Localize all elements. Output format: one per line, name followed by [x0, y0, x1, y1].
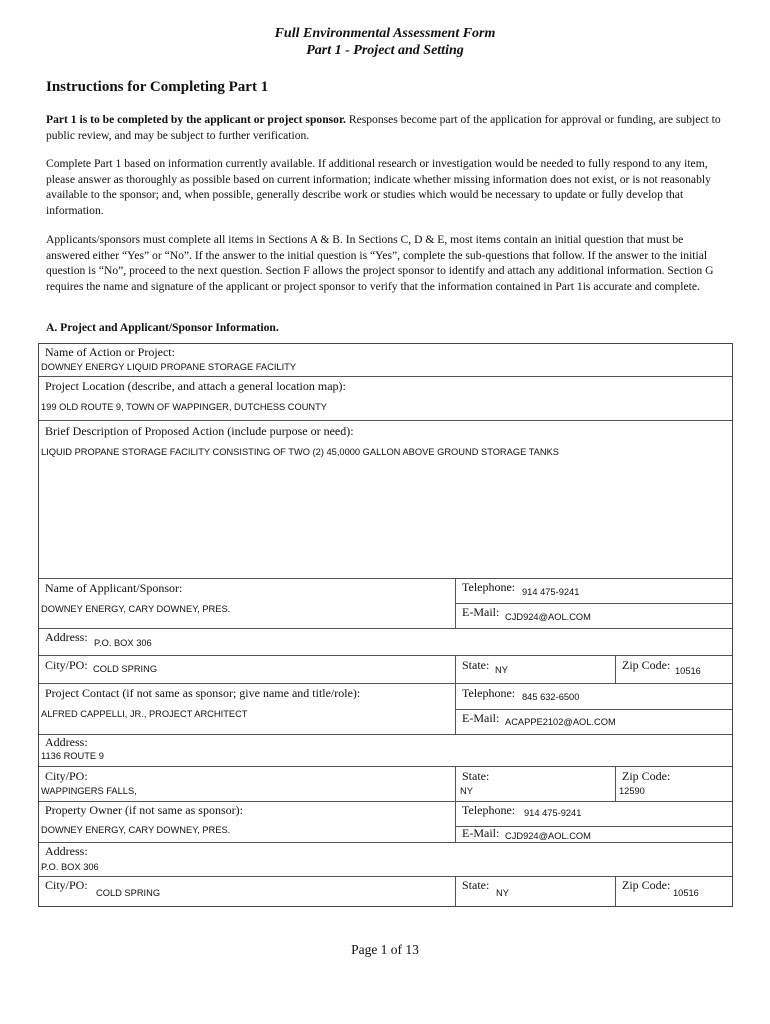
project-location-field[interactable]: 199 OLD ROUTE 9, TOWN OF WAPPINGER, DUTCHESS COUNTY [41, 402, 328, 412]
owner-telephone-label: Telephone: [462, 803, 516, 817]
owner-zip-field[interactable]: 10516 [673, 888, 699, 898]
instructions-paragraph-1 [46, 112, 722, 143]
instructions-p1-rest: Responses become part of the application for approval or funding, are subject to public review, and may be subject to further verification. [46, 113, 721, 142]
section-a-form [38, 343, 733, 907]
owner-state-field[interactable]: NY [496, 888, 509, 898]
contact-email-field[interactable]: ACAPPE2102@AOL.COM [505, 717, 616, 727]
owner-zip-label: Zip Code: [622, 878, 671, 892]
applicant-address-label: Address: [45, 630, 88, 644]
applicant-zip-label: Zip Code: [622, 658, 671, 672]
contact-name-field[interactable]: ALFRED CAPPELLI, JR., PROJECT ARCHITECT [41, 709, 248, 719]
applicant-name-field[interactable]: DOWNEY ENERGY, CARY DOWNEY, PRES. [41, 604, 231, 614]
owner-state-label: State: [462, 878, 490, 892]
owner-city-label: City/PO: [45, 878, 88, 892]
name-of-action-field[interactable]: DOWNEY ENERGY LIQUID PROPANE STORAGE FACILITY [41, 362, 297, 372]
owner-city-field[interactable]: COLD SPRING [96, 888, 161, 898]
contact-telephone-label: Telephone: [462, 686, 516, 700]
instructions-p1-bold: Part 1 is to be completed by the applicant or project sponsor. [46, 113, 346, 126]
owner-address-label: Address: [45, 844, 88, 858]
owner-name-field[interactable]: DOWNEY ENERGY, CARY DOWNEY, PRES. [41, 825, 231, 835]
page-number: Page 1 of 13 [351, 942, 419, 957]
owner-email-field[interactable]: CJD924@AOL.COM [505, 831, 591, 841]
contact-zip-label: Zip Code: [622, 769, 671, 783]
contact-address-field[interactable]: 1136 ROUTE 9 [41, 751, 104, 761]
contact-name-label: Project Contact (if not same as sponsor; give name and title/role): [45, 686, 361, 700]
contact-city-label: City/PO: [45, 769, 88, 783]
description-field[interactable]: LIQUID PROPANE STORAGE FACILITY CONSISTING OF TWO (2) 45,0000 GALLON ABOVE GROUND STORAGE TANKS [41, 447, 560, 457]
contact-state-field[interactable]: NY [460, 786, 473, 796]
applicant-email-field[interactable]: CJD924@AOL.COM [505, 612, 591, 622]
applicant-state-label: State: [462, 658, 490, 672]
contact-telephone-field[interactable]: 845 632-6500 [522, 692, 580, 702]
project-location-label: Project Location (describe, and attach a general location map): [45, 379, 346, 393]
contact-address-label: Address: [45, 735, 88, 749]
applicant-telephone-field[interactable]: 914 475-9241 [522, 587, 580, 597]
form-subtitle: Part 1 - Project and Setting [306, 43, 464, 58]
contact-state-label: State: [462, 769, 490, 783]
form-title: Full Environmental Assessment Form [274, 26, 496, 41]
instructions-heading: Instructions for Completing Part 1 [46, 79, 269, 95]
owner-telephone-field[interactable]: 914 475-9241 [524, 808, 582, 818]
applicant-address-field[interactable]: P.O. BOX 306 [94, 638, 152, 648]
applicant-state-field[interactable]: NY [495, 665, 508, 675]
applicant-email-label: E-Mail: [462, 605, 500, 619]
section-a-heading: A. Project and Applicant/Sponsor Information. [46, 321, 279, 334]
instructions-paragraph-3: Applicants/sponsors must complete all items in Sections A & B. In Sections C, D & E, most items contain an initial question that must be answered either “Yes” or “No”. If the answer to the initial question is “Yes”, complete the sub-questions that follow. If the answer to the initial question is “No”, proceed to the next question. Section F allows the project sponsor to identify and attach any additional information. Section G requires the name and signature of the applicant or project sponsor to verify that the information contained in Part 1is accurate and complete. [46, 233, 714, 293]
description-label: Brief Description of Proposed Action (include purpose or need): [45, 424, 354, 438]
contact-city-field[interactable]: WAPPINGERS FALLS, [41, 786, 137, 796]
contact-email-label: E-Mail: [462, 711, 500, 725]
contact-zip-field[interactable]: 12590 [619, 786, 645, 796]
owner-email-label: E-Mail: [462, 826, 500, 840]
name-of-action-label: Name of Action or Project: [45, 345, 175, 359]
applicant-telephone-label: Telephone: [462, 580, 516, 594]
applicant-name-label: Name of Applicant/Sponsor: [45, 581, 183, 595]
applicant-city-field[interactable]: COLD SPRING [93, 664, 158, 674]
instructions-paragraph-2: Complete Part 1 based on information currently available. If additional research or investigation would be needed to fully respond to any item, please answer as thoroughly as possible based on current information; indicate whether missing information does not exist, or is not reasonably available to the sponsor; and, when possible, generally describe work or studies which would be necessary to update or fully develop that information. [46, 157, 711, 217]
owner-address-field[interactable]: P.O. BOX 306 [41, 862, 99, 872]
applicant-city-label: City/PO: [45, 658, 88, 672]
applicant-zip-field[interactable]: 10516 [675, 666, 701, 676]
owner-name-label: Property Owner (if not same as sponsor): [45, 803, 243, 817]
